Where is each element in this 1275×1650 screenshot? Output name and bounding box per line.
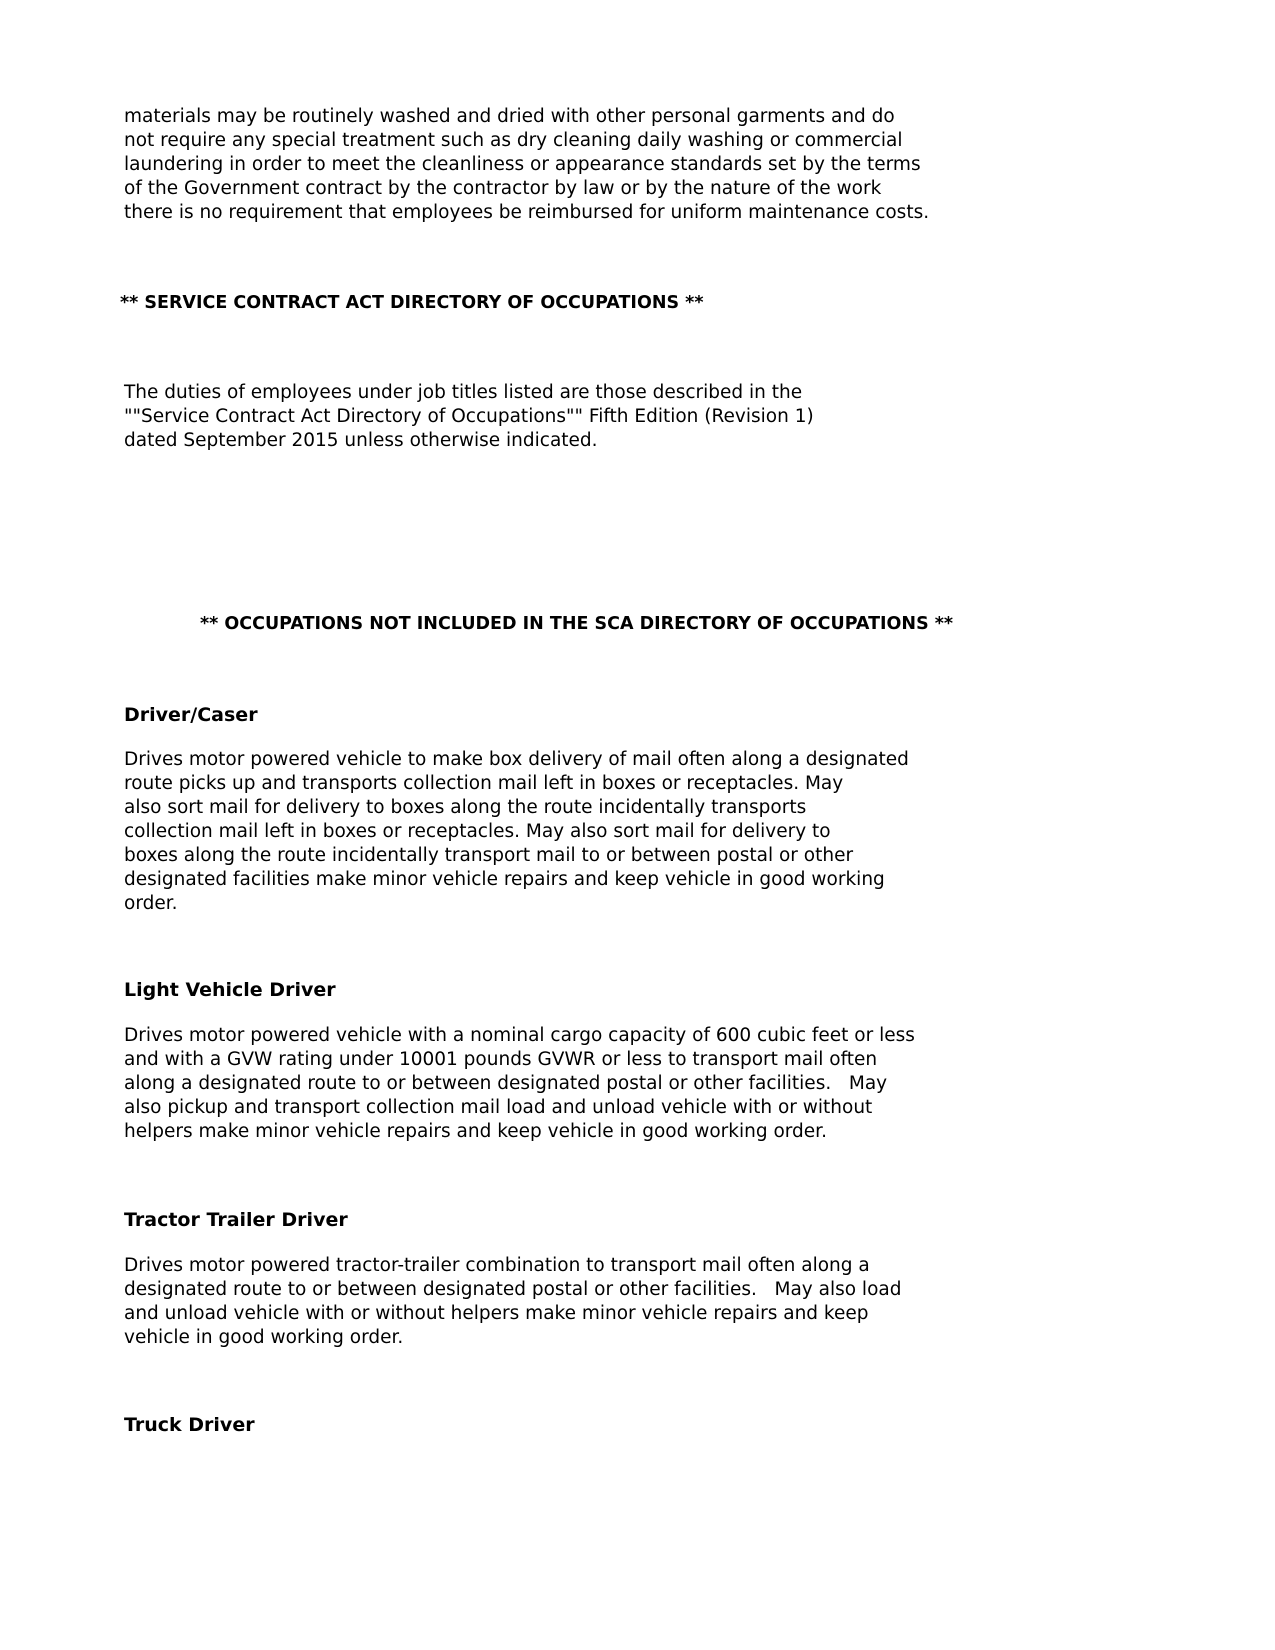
text-line: not require any special treatment such as dry cleaning daily washing or commercial	[124, 130, 903, 151]
text-line: there is no requirement that employees be reimbursed for uniform maintenance costs.	[124, 202, 930, 223]
text-line: boxes along the route incidentally transport mail to or between postal or other	[124, 845, 854, 866]
text-line: vehicle in good working order.	[124, 1327, 404, 1348]
text-line: dated September 2015 unless otherwise indicated.	[124, 430, 598, 451]
text-line: Drives motor powered tractor-trailer combination to transport mail often along a	[124, 1255, 870, 1276]
text-line: laundering in order to meet the cleanliness or appearance standards set by the terms	[124, 154, 921, 175]
occupation-title: Truck Driver	[124, 1414, 255, 1436]
text-line: Drives motor powered vehicle to make box delivery of mail often along a designated	[124, 749, 909, 770]
sca-directory-paragraph	[124, 381, 1124, 453]
occupation-title: Light Vehicle Driver	[124, 979, 336, 1001]
not-included-heading: ** OCCUPATIONS NOT INCLUDED IN THE SCA DIRECTORY OF OCCUPATIONS **	[200, 614, 954, 634]
text-line: designated facilities make minor vehicle repairs and keep vehicle in good working	[124, 869, 885, 890]
intro-paragraph	[124, 105, 1124, 225]
text-line: also sort mail for delivery to boxes along the route incidentally transports	[124, 797, 807, 818]
text-line: order.	[124, 893, 178, 914]
text-line: collection mail left in boxes or receptacles. May also sort mail for delivery to	[124, 821, 831, 842]
occupation-title: Tractor Trailer Driver	[124, 1209, 348, 1231]
text-line: designated route to or between designated postal or other facilities. May also load	[124, 1279, 902, 1300]
text-line: of the Government contract by the contractor by law or by the nature of the work	[124, 178, 882, 199]
occupation-description	[124, 748, 1124, 916]
text-line: ""Service Contract Act Directory of Occupations"" Fifth Edition (Revision 1)	[124, 406, 814, 427]
text-line: and unload vehicle with or without helpers make minor vehicle repairs and keep	[124, 1303, 869, 1324]
text-line: route picks up and transports collection mail left in boxes or receptacles. May	[124, 773, 844, 794]
text-line: and with a GVW rating under 10001 pounds GVWR or less to transport mail often	[124, 1049, 878, 1070]
text-line: also pickup and transport collection mail load and unload vehicle with or without	[124, 1097, 873, 1118]
text-line: helpers make minor vehicle repairs and keep vehicle in good working order.	[124, 1121, 827, 1142]
occupation-title: Driver/Caser	[124, 704, 258, 726]
text-line: materials may be routinely washed and dried with other personal garments and do	[124, 106, 895, 127]
occupation-description	[124, 1254, 1124, 1350]
text-line: The duties of employees under job titles listed are those described in the	[124, 382, 803, 403]
occupation-description	[124, 1024, 1124, 1144]
text-line: along a designated route to or between designated postal or other facilities. May	[124, 1073, 888, 1094]
sca-directory-heading: ** SERVICE CONTRACT ACT DIRECTORY OF OCCUPATIONS **	[120, 293, 704, 313]
text-line: Drives motor powered vehicle with a nominal cargo capacity of 600 cubic feet or less	[124, 1025, 915, 1046]
